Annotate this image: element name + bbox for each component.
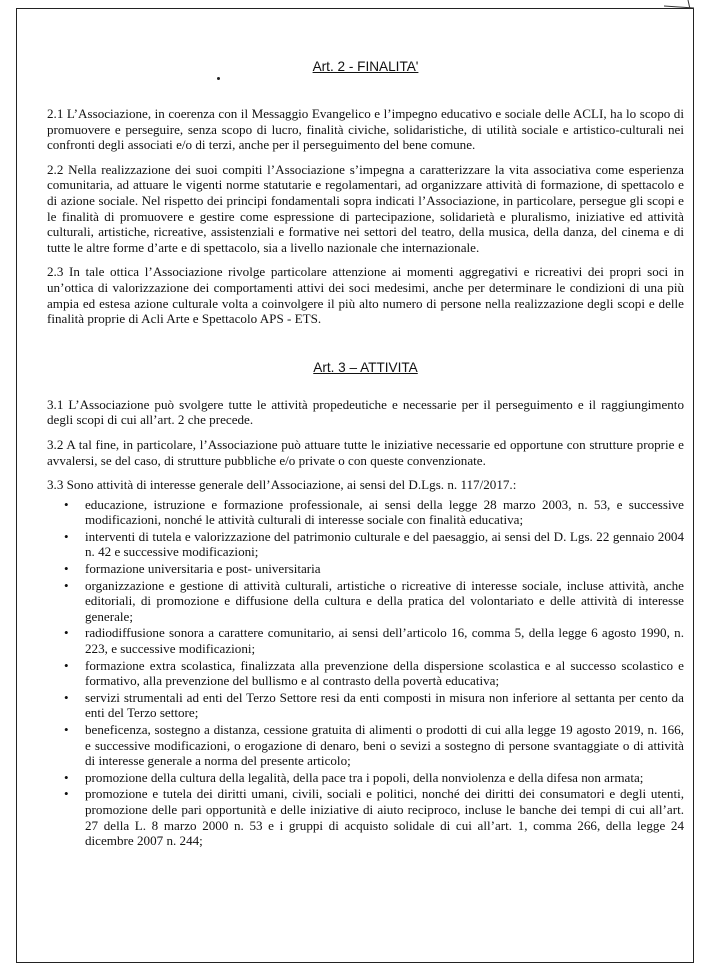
list-item: • promozione e tutela dei diritti umani, civili, sociali e politici, nonché dei diritti dei consumatori e degli utenti, promozione delle pari opportunità e delle iniziative di aiuto reciproco, incluse le banche dei tempi di cui all’art. 27 della L. 8 marzo 2000 n. 53 e i gruppi di acquisto solidale di cui all’art. 1, comma 266, della legge 24 dicembre 2007 n. 244; — [85, 786, 684, 848]
list-item: • servizi strumentali ad enti del Terzo Settore resi da enti composti in misura non inferiore al settanta per cento da enti del Terzo settore; — [85, 690, 684, 721]
art3-paragraph-1: 3.1 L’Associazione può svolgere tutte le attività propedeutiche e necessarie per il perseguimento e il raggiungimento degli scopi di cui all’art. 2 che precede. — [47, 396, 684, 428]
list-item: • interventi di tutela e valorizzazione del patrimonio culturale e del paesaggio, ai sensi del D. Lgs. 22 gennaio 2004 n. 42 e successive modificazioni; — [85, 529, 684, 560]
document-body — [47, 59, 684, 850]
page-corner-mark — [664, 0, 694, 10]
list-item: • radiodiffusione sonora a carattere comunitario, ai sensi dell’articolo 16, comma 5, della legge 6 agosto 1990, n. 223, e successive modificazioni; — [85, 625, 684, 656]
list-item: • organizzazione e gestione di attività culturali, artistiche o ricreative di interesse sociale, incluse attività, anche editoriali, di promozione e diffusione della cultura e della pratica del volontariato e delle attività di interesse generale; — [85, 578, 684, 625]
list-item: • formazione extra scolastica, finalizzata alla prevenzione della dispersione scolastica e al successo scolastico e formativo, alla prevenzione del bullismo e al contrasto della povertà educativa; — [85, 658, 684, 689]
art2-paragraph-2: 2.2 Nella realizzazione dei suoi compiti l’Associazione s’impegna a caratterizzare la vita associativa come esperienza comunitaria, ad attuare le vigenti norme statutarie e regolamentari, ad organizzare attività di formazione, di spettacolo e di azione sociale. Nel rispetto dei principi fondamentali sopra indicati l’Associazione, in particolare, persegue gli scopi e le finalità di promuovere e gestire come espressione di partecipazione, solidarietà e pluralismo, iniziative ed attività culturali, artistiche, ricreative, assistenziali e formative nei settori del teatro, della musica, della danza, del cinema e di tutte le altre forme d’arte e di spettacolo, sia a livello nazionale che internazionale. — [47, 161, 684, 255]
document-page — [16, 8, 694, 963]
activities-list — [47, 497, 684, 849]
art2-heading: Art. 2 - FINALITA' — [312, 59, 419, 74]
list-item: • beneficenza, sostegno a distanza, cessione gratuita di alimenti o prodotti di cui alla legge 19 agosto 2019, n. 166, e successive modificazioni, o erogazione di denaro, beni o sevizi a sostegno di persone svantaggiate o di attività di interesse generale a norma del presente articolo; — [85, 722, 684, 769]
scan-speck — [217, 77, 220, 80]
art2-paragraph-1: 2.1 L’Associazione, in coerenza con il Messaggio Evangelico e l’impegno educativo e sociale delle ACLI, ha lo scopo di promuovere e perseguire, senza scopo di lucro, finalità civiche, solidaristiche, di utilità sociale e artistico-culturali nei confronti degli associati e/o di terzi, anche per il perseguimento del bene comune. — [47, 106, 684, 153]
list-item: • formazione universitaria e post- universitaria — [85, 561, 684, 577]
list-item: • promozione della cultura della legalità, della pace tra i popoli, della nonviolenza e della difesa non armata; — [85, 770, 684, 786]
art3-paragraph-2: 3.2 A tal fine, in particolare, l’Associazione può attuare tutte le iniziative necessarie ed opportune con strutture proprie e avvalersi, se del caso, di strutture pubbliche e/o private o con queste convenzionate. — [47, 436, 684, 468]
art2-paragraph-3: 2.3 In tale ottica l’Associazione rivolge particolare attenzione ai momenti aggregativi e ricreativi dei propri soci in un’ottica di valorizzazione dei comportamenti attivi dei soci medesimi, anche per determinare le condizioni di una più ampia ed estesa azione culturale volta a coinvolgere il più alto numero di persone nella realizzazione degli scopi e delle finalità proprie di Acli Arte e Spettacolo APS - ETS. — [47, 264, 684, 327]
art3-paragraph-3: 3.3 Sono attività di interesse generale dell’Associazione, ai sensi del D.Lgs. n. 117/2017.: — [47, 477, 517, 493]
art3-heading: Art. 3 – ATTIVITA — [313, 359, 418, 375]
list-item: • educazione, istruzione e formazione professionale, ai sensi della legge 28 marzo 2003, n. 53, e successive modificazioni, nonché le attività culturali di interesse sociale con finalità educativa; — [85, 497, 684, 528]
